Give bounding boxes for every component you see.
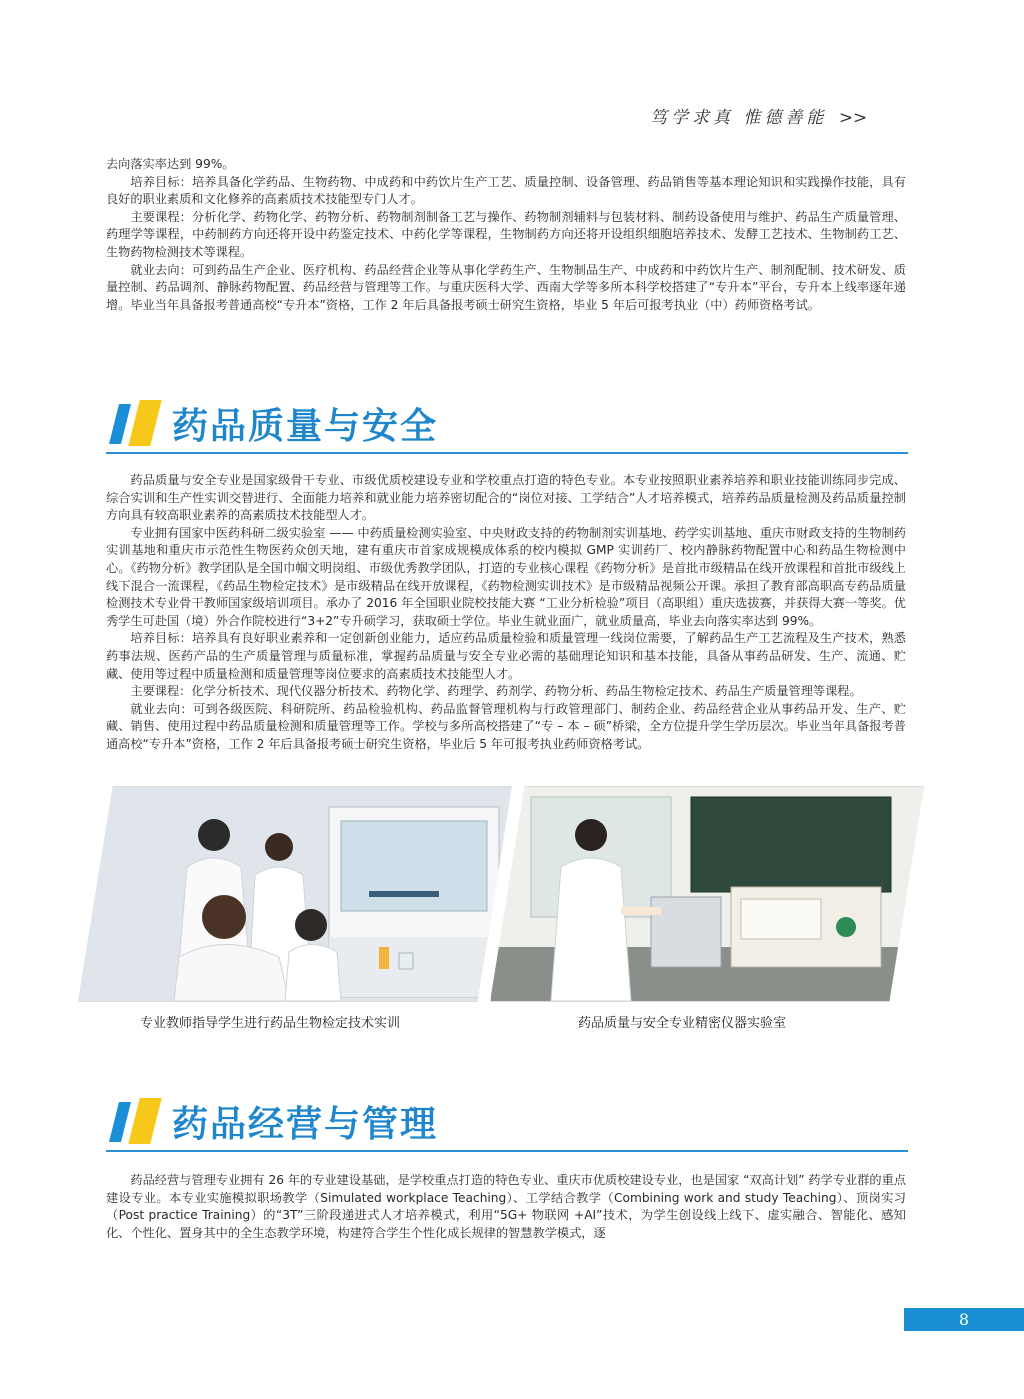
- heading-stripe-blue: [109, 1102, 131, 1142]
- lab-training-photo: [78, 786, 512, 1002]
- photo-caption: 药品质量与安全专业精密仪器实验室: [578, 1016, 787, 1031]
- intro-courses: 主要课程：分析化学、药物化学、药物分析、药物制剂制备工艺与操作、药物制剂辅料与包装材料、制药设备使用与维护、药品生产质量管理、药理学等课程，中药制药方向还将开设中药鉴定技术、中药化学等课程，生物制药方向还将开设组织细胞培养技术、发酵工艺技术、生物制药工艺、生物药物检测技术等课程。: [106, 209, 906, 259]
- page-number: 8: [904, 1308, 1024, 1331]
- heading-divider: [106, 452, 908, 454]
- intro-goal: 培养目标：培养具备化学药品、生物药物、中成药和中药饮片生产工艺、质量控制、设备管理、药品销售等基本理论知识和实践操作技能，具有良好的职业素质和文化修养的高素质技术技能型专门人才。: [106, 174, 906, 207]
- motto-text: 笃学求真 惟德善能: [650, 108, 828, 128]
- section1-paragraph: 专业拥有国家中医药科研二级实验室 —— 中药质量检测实验室、中央财政支持的药物制剂实训基地、药学实训基地、重庆市财政支持的生物制药实训基地和重庆市示范性生物医药众创天地，建有重庆市首家成规模成体系的校内模拟 GMP 实训药厂、校内静脉药物配置中心和药品生物检测中心。《药物分析》教学团队是全国巾帼文明岗组、市级优秀教学团队，打造的专业核心课程《药物分析》是首批市级精品在线开放课程和首批市级线上线下混合一流课程，《药品生物检定技术》是市级精品在线开放课程，《药物检测实训技术》是市级精品视频公开课。承担了教育部高职高专药品质量检测技术专业骨干教师国家级培训项目。承办了 2016 年全国职业院校技能大赛 “工业分析检验”项目（高职组）重庆选拔赛，并获得大赛一等奖。优秀学生可赴国（境）外合作院校进行“3+2”专升硕学习，获取硕士学位。毕业生就业面广，就业质量高，毕业去向落实率达到 99%。: [106, 525, 906, 628]
- section-title: 药品质量与安全: [172, 406, 439, 447]
- header-motto: [650, 103, 900, 128]
- intro-line: 去向落实率达到 99%。: [106, 157, 235, 171]
- heading-stripe-yellow: [128, 400, 161, 446]
- heading-stripe-blue: [109, 404, 131, 444]
- heading-divider: [106, 1150, 908, 1152]
- section1-paragraph: 培养目标：培养具有良好职业素养和一定创新创业能力，适应药品质量检验和质量管理一线岗位需要，了解药品生产工艺流程及生产技术，熟悉药事法规、医药产品的生产质量管理与质量标准，掌握药品质量与安全专业必需的基础理论知识和基本技能，具备从事药品研发、生产、流通、贮藏、使用等过程中质量检测和质量管理等岗位要求的高素质技术技能型人才。: [106, 631, 906, 681]
- intro-employment: 就业去向：可到药品生产企业、医疗机构、药品经营企业等从事化学药生产、生物制品生产、中成药和中药饮片生产、制剂配制、技术研发、质量控制、药品调剂、静脉药物配置、药品经营与管理等工作。与重庆医科大学、西南大学等多所本科学校搭建了“专升本”平台，专升本上线率逐年递增。毕业当年具备报考普通高校“专升本”资格，工作 2 年后具备报考硕士研究生资格，毕业 5 年后可报考执业（中）药师资格考试。: [106, 262, 906, 312]
- section1-paragraph: 主要课程：化学分析技术、现代仪器分析技术、药物化学、药理学、药剂学、药物分析、药品生物检定技术、药品生产质量管理等课程。: [130, 684, 862, 699]
- instrument-lab-photo: [490, 786, 924, 1002]
- heading-stripe-yellow: [128, 1098, 161, 1144]
- section2-body: [106, 1172, 906, 1242]
- section1-paragraph: 就业去向：可到各级医院、科研院所、药品检验机构、药品监督管理机构与行政管理部门、制药企业、药品经营企业从事药品开发、生产、贮藏、销售、使用过程中药品质量检测和质量管理等工作。学校与多所高校搭建了“专 – 本 – 硕”桥梁，全方位提升学生学历层次。毕业当年具备报考普通高校“专升本”资格，工作 2 年后具备报考硕士研究生资格，毕业后 5 年可报考执业药师资格考试。: [106, 701, 906, 751]
- section-title: 药品经营与管理: [172, 1104, 439, 1145]
- section-heading-quality: [106, 398, 908, 454]
- photo-caption: 专业教师指导学生进行药品生物检定技术实训: [140, 1016, 401, 1031]
- lab-training-illustration: [79, 787, 511, 1001]
- section1-paragraph: 药品质量与安全专业是国家级骨干专业、市级优质校建设专业和学校重点打造的特色专业。本专业按照职业素养培养和职业技能训练同步完成、综合实训和生产性实训交替进行、全面能力培养和就业能力培养密切配合的“岗位对接、工学结合”人才培养模式，培养药品质量检测及药品质量控制方向具有较高职业素养的高素质技术技能型人才。: [106, 473, 906, 523]
- section-heading-management: [106, 1096, 908, 1152]
- instrument-lab-illustration: [491, 787, 923, 1001]
- chevron-right-icon: >>: [838, 108, 868, 128]
- section2-paragraph: 药品经营与管理专业拥有 26 年的专业建设基础，是学校重点打造的特色专业、重庆市优质校建设专业，也是国家 “双高计划” 药学专业群的重点建设专业。本专业实施模拟职场教学（Simulated workplace Teaching）、工学结合教学（Combining work and study Teaching）、顶岗实习（Post practice Training）的“3T”三阶段递进式人才培养模式，利用“5G+ 物联网 +AI”技术，为学生创设线上线下、虚实融合、智能化、感知化、个性化、置身其中的全生态教学环境，构建符合学生个性化成长规律的智慧教学模式，逐: [106, 1173, 906, 1240]
- section1-body: [106, 472, 906, 754]
- intro-text: [106, 156, 906, 314]
